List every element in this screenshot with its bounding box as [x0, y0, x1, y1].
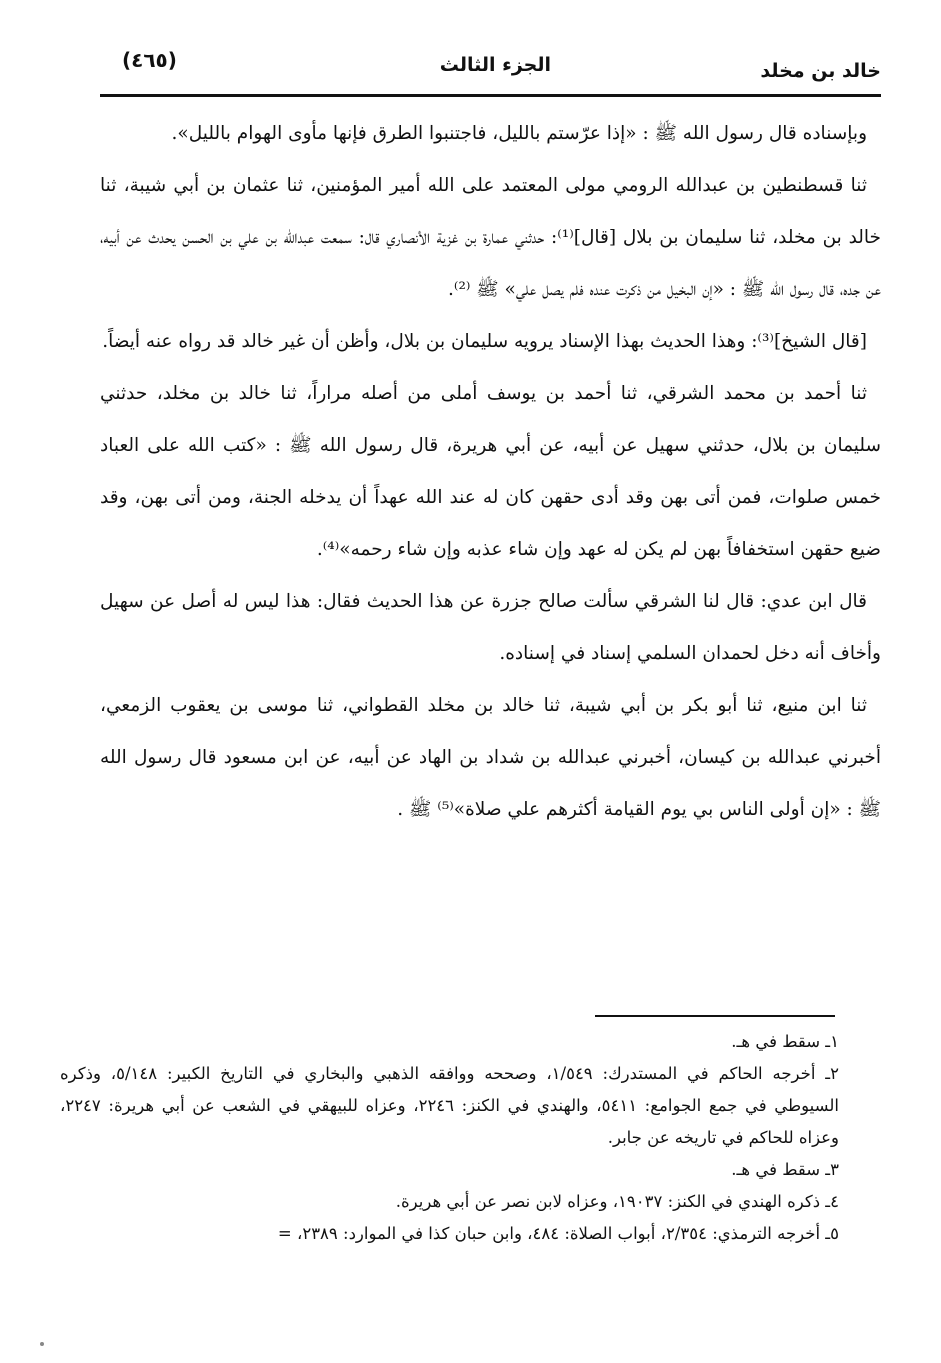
footnote-5: ٥ـ أخرجه الترمذي: ٢/٣٥٤، أبواب الصلاة: ٤٨٤، وابن حبان كذا في الموارد: ٢٣٨٩، =: [277, 1224, 839, 1243]
paragraph-2: ثنا قسطنطين بن عبدالله الرومي مولى المعتمد على الله أمير المؤمنين، ثنا عثمان بن أبي شيبة، ثنا خالد بن مخلد، ثنا سليمان بن بلال [قال]⁽¹⁾: حدثني عمارة بن غزية الأنصاري قال: سمعت عبدالله بن علي بن الحسن يحدث عن أبيه، عن جده، قال رسول الله ﷺ : «إن البخيل من ذكرت عنده فلم يصل علي» ﷺ ⁽²⁾.: [100, 175, 881, 300]
paragraph-1: وبإسناده قال رسول الله ﷺ : «إذا عرّستم بالليل، فاجتنبوا الطرق فإنها مأوى الهوام بالليل».: [171, 123, 867, 144]
footnote-4: ٤ـ ذكره الهندي في الكنز: ١٩٠٣٧، وعزاه لابن نصر عن أبي هريرة.: [395, 1192, 839, 1211]
scan-speck: [40, 1342, 44, 1346]
footnote-rule: [595, 1015, 835, 1017]
volume-title: الجزء الثالث: [439, 54, 551, 76]
footnote-2: ٢ـ أخرجه الحاكم في المستدرك: ١/٥٤٩، وصححه ووافقه الذهبي والبخاري في التاريخ الكبير: ٥/١٤٨، وذكره السيوطي في جمع الجوامع: ٥٤١١، والهندي في الكنز: ٢٢٤٦، وعزاه للبيهقي في الشعب عن أبي هريرة: ٢٢٤٧، وعزاه للحاكم في تاريخه عن جابر.: [60, 1064, 839, 1147]
footnotes: [60, 1026, 839, 1250]
running-header: [100, 46, 881, 86]
paragraph-3: [قال الشيخ]⁽³⁾: وهذا الحديث بهذا الإسناد يرويه سليمان بن بلال، وأظن أن غير خالد قد رواه عنه أيضاً.: [102, 331, 867, 352]
page-number: (٤٦٥): [122, 48, 177, 72]
footnote-1: ١ـ سقط في هـ.: [731, 1032, 839, 1051]
header-rule: [100, 94, 881, 97]
footnote-3: ٣ـ سقط في هـ.: [731, 1160, 839, 1179]
paragraph-4: ثنا أحمد بن محمد الشرقي، ثنا أحمد بن يوسف أملى من أصله مراراً، ثنا خالد بن مخلد، حدثني سليمان بن بلال، حدثني سهيل عن أبيه، عن أبي هريرة، قال رسول الله ﷺ : «كتب الله على العباد خمس صلوات، فمن أتى بهن وقد أدى حقهن كان له عند الله عهداً أن يدخله الجنة، ومن أتى بهن، وقد ضيع حقهن استخفافاً بهن لم يكن له عهد وإن شاء عذبه وإن شاء رحمه»⁽⁴⁾.: [100, 383, 881, 560]
paragraph-5: قال ابن عدي: قال لنا الشرقي سألت صالح جزرة عن هذا الحديث فقال: هذا ليس له أصل عن سهيل وأخاف أنه دخل لحمدان السلمي إسناد في إسناده.: [100, 591, 881, 664]
main-text: [100, 108, 881, 836]
paragraph-6: ثنا ابن منيع، ثنا أبو بكر بن أبي شيبة، ثنا خالد بن مخلد القطواني، ثنا موسى بن يعقوب الزمعي، أخبرني عبدالله بن كيسان، أخبرني عبدالله بن شداد بن الهاد عن أبيه، عن ابن مسعود قال رسول الله ﷺ : «إن أولى الناس بي يوم القيامة أكثرهم علي صلاة»⁽⁵⁾ ﷺ .: [100, 695, 881, 820]
running-title: خالد بن مخلد: [760, 60, 881, 82]
